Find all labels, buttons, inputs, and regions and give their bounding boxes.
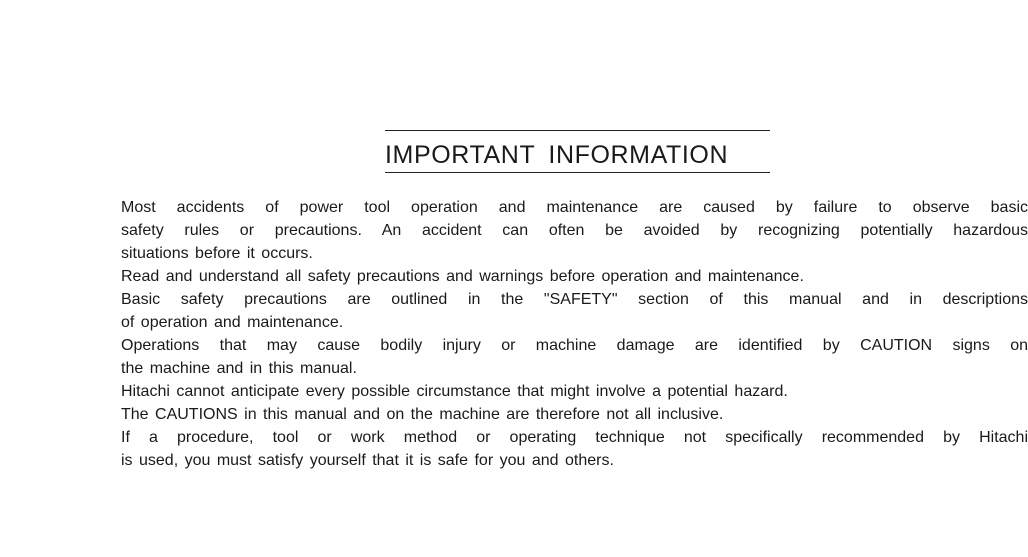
body-line: Basic safety precautions are outlined in the "SAFETY" section of this manual and in descriptions bbox=[121, 291, 1028, 308]
body-line: situations before it occurs. bbox=[121, 245, 313, 262]
body-text bbox=[121, 196, 1028, 472]
body-line: Operations that may cause bodily injury or machine damage are identified by CAUTION signs on bbox=[121, 337, 1028, 354]
body-line: Read and understand all safety precautions and warnings before operation and maintenance. bbox=[121, 268, 804, 285]
body-line: Most accidents of power tool operation and maintenance are caused by failure to observe basic bbox=[121, 199, 1028, 216]
body-line: safety rules or precautions. An accident can often be avoided by recognizing potentially hazardous bbox=[121, 222, 1028, 239]
body-line: the machine and in this manual. bbox=[121, 360, 357, 377]
body-line: Hitachi cannot anticipate every possible circumstance that might involve a potential hazard. bbox=[121, 383, 788, 400]
body-line: of operation and maintenance. bbox=[121, 314, 344, 331]
title-top-rule bbox=[385, 130, 770, 131]
page-title: IMPORTANT INFORMATION bbox=[385, 138, 770, 173]
body-line: is used, you must satisfy yourself that it is safe for you and others. bbox=[121, 452, 614, 469]
body-line: If a procedure, tool or work method or operating technique not specifically recommended by Hitachi bbox=[121, 429, 1028, 446]
body-line: The CAUTIONS in this manual and on the machine are therefore not all inclusive. bbox=[121, 406, 724, 423]
